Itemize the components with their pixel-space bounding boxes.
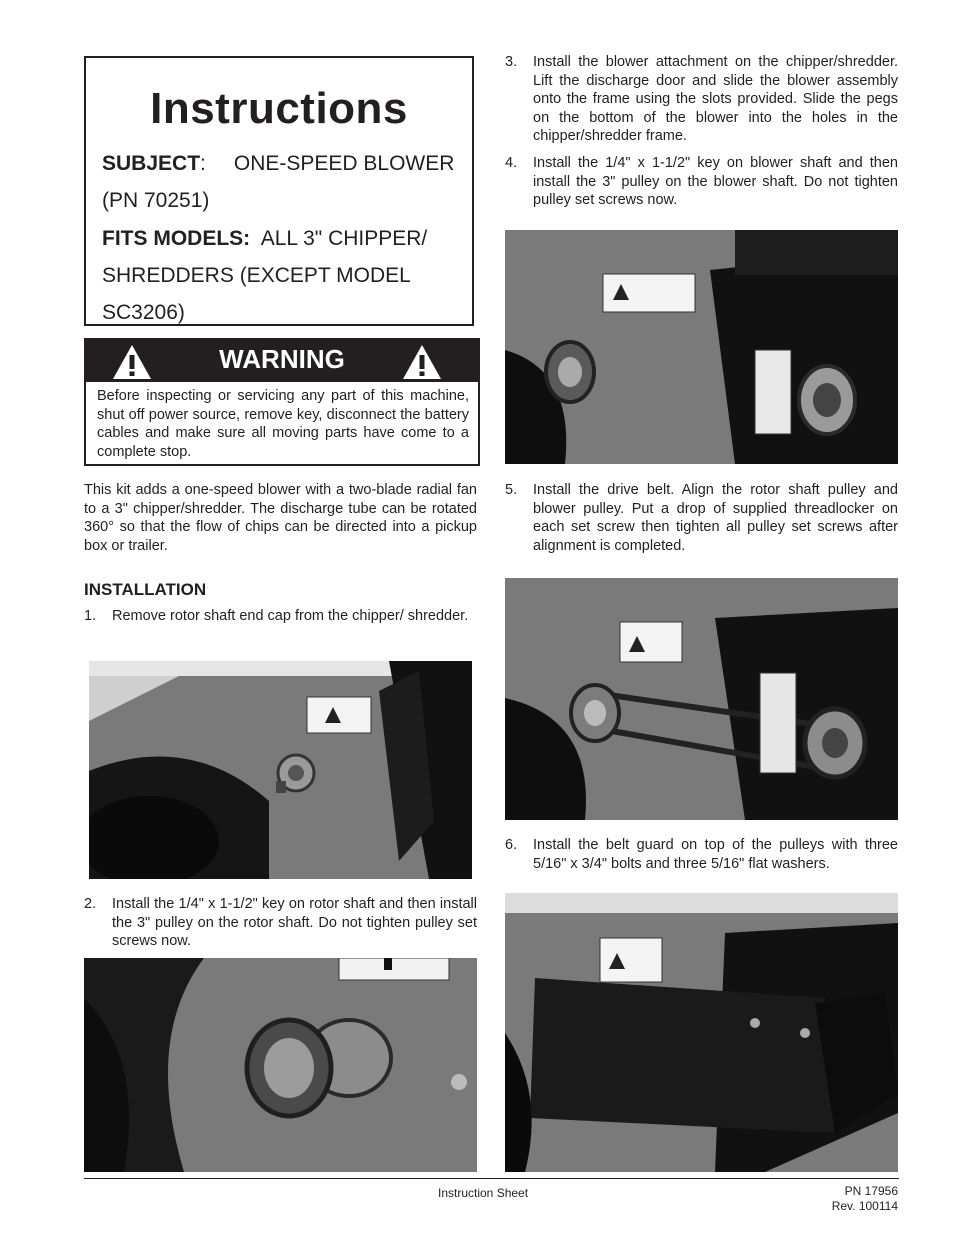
footer-part-number: PN 17956 bbox=[844, 1184, 898, 1198]
photo-belt-guard bbox=[505, 893, 898, 1172]
fits-line-3: SC3206) bbox=[102, 301, 185, 324]
fits-models-line bbox=[102, 220, 427, 257]
step-text: Install the 1/4" x 1-1/2" key on blower shaft and then install the 3" pulley on the blower shaft. Do not tighten pulley set screws now. bbox=[533, 155, 898, 208]
footer-revision: Rev. 100114 bbox=[831, 1199, 898, 1213]
photo-blower-pulley bbox=[505, 230, 898, 464]
fits-line-2: SHREDDERS (EXCEPT MODEL bbox=[102, 264, 411, 287]
warning-triangle-icon bbox=[402, 344, 442, 380]
installation-heading: INSTALLATION bbox=[84, 580, 207, 599]
fits-value: ALL 3" CHIPPER/ bbox=[260, 227, 428, 250]
step-number: 3. bbox=[505, 54, 518, 70]
step-2 bbox=[84, 895, 477, 953]
subject-value: ONE-SPEED BLOWER bbox=[233, 152, 455, 175]
step-4 bbox=[505, 154, 898, 212]
step-3 bbox=[505, 53, 898, 149]
step-text: Install the drive belt. Align the rotor shaft pulley and blower pulley. Put a drop of supplied threadlocker on each set screw then tighten all pulley set screws after alignment is completed. bbox=[533, 482, 898, 554]
step-number: 4. bbox=[505, 155, 518, 171]
subject-line: SUBJECT: ONE-SPEED BLOWER bbox=[102, 152, 455, 175]
step-1 bbox=[84, 607, 477, 647]
page-title: Instructions bbox=[150, 84, 408, 133]
step-6 bbox=[505, 836, 898, 876]
step-number: 1. bbox=[84, 608, 97, 624]
step-number: 5. bbox=[505, 482, 518, 498]
warning-title: WARNING bbox=[219, 344, 345, 374]
photo-drive-belt bbox=[505, 578, 898, 820]
warning-text: Before inspecting or servicing any part of this machine, shut off power source, remove key, disconnect the battery cables and make sure all moving parts have come to a complete stop. bbox=[97, 388, 469, 460]
warning-box bbox=[84, 338, 480, 466]
part-number: (PN 70251) bbox=[102, 189, 210, 212]
step-5 bbox=[505, 481, 898, 558]
footer-doc-type: Instruction Sheet bbox=[438, 1186, 529, 1200]
intro-paragraph: This kit adds a one-speed blower with a two-blade radial fan to a 3" chipper/shredder. The discharge tube can be rotated 360° so that the flow of chips can be directed into a pickup box or trailer. bbox=[84, 482, 477, 554]
step-text: Remove rotor shaft end cap from the chipper/ shredder. bbox=[112, 608, 469, 624]
step-text: Install the belt guard on top of the pulleys with three 5/16" x 3/4" bolts and three 5/16" flat washers. bbox=[533, 837, 898, 872]
photo-rotor-shaft bbox=[89, 661, 472, 879]
step-number: 2. bbox=[84, 896, 97, 912]
photo-rotor-pulley bbox=[84, 958, 477, 1172]
warning-header bbox=[86, 340, 478, 382]
title-box bbox=[84, 56, 474, 326]
step-text: Install the blower attachment on the chipper/shredder. Lift the discharge door and slide the blower assembly onto the frame using the slots provided. Slide the pegs on the bottom of the blower into the holes in the chipper/shredder frame. bbox=[533, 54, 898, 144]
subject-label: SUBJECT bbox=[102, 152, 201, 175]
footer-rule bbox=[84, 1178, 899, 1179]
fits-label: FITS MODELS: bbox=[102, 227, 251, 250]
step-text: Install the 1/4" x 1-1/2" key on rotor shaft and then install the 3" pulley on the rotor shaft. Do not tighten pulley set screws now. bbox=[112, 896, 477, 949]
step-number: 6. bbox=[505, 837, 518, 853]
